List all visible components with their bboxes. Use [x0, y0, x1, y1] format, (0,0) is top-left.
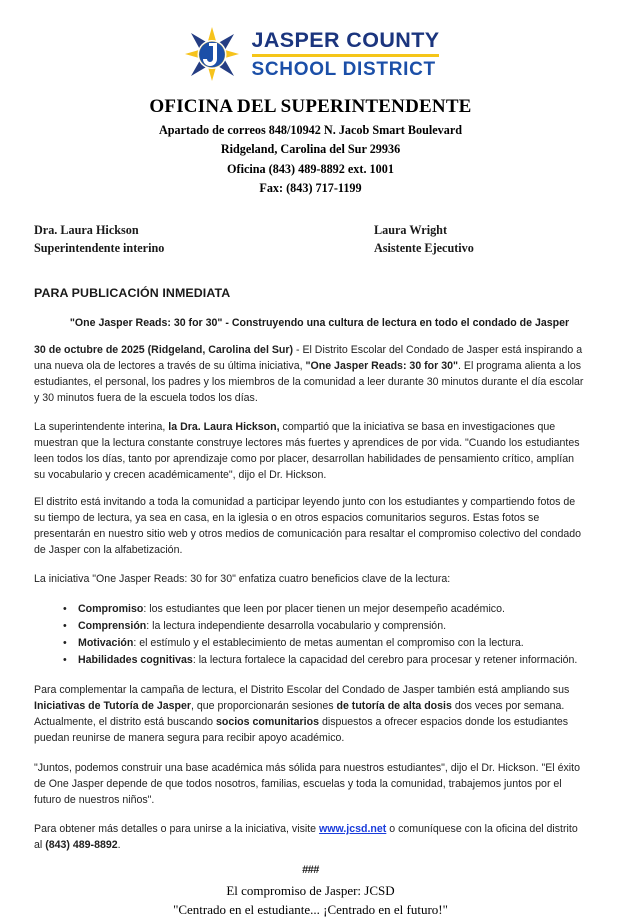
- release-subheadline: "One Jasper Reads: 30 for 30" - Construyendo una cultura de lectura en todo el condado de Jasper: [69, 316, 570, 329]
- paragraph-4: La iniciativa "One Jasper Reads: 30 for 30" enfatiza cuatro beneficios clave de la lectura:: [34, 573, 451, 586]
- page-title: OFICINA DEL SUPERINTENDENTE: [149, 96, 472, 117]
- district-phone-bold: (843) 489-8892: [45, 838, 118, 851]
- district-logo: [34, 0, 587, 82]
- paragraph-7-a: Para obtener más detalles o para unirse a la iniciativa, visite: [34, 822, 320, 835]
- list-item: [63, 635, 587, 652]
- paragraph-6: "Juntos, podemos construir una base académica más sólida para nuestros estudiantes", dijo el Dr. Hickson. "El éxito de One Jasper depende de que todos nosotros, familias, escuelas y toda la comunidad, trabajemos juntos por el futuro de nuestros niños".: [34, 761, 580, 806]
- end-marker: ###: [302, 864, 319, 877]
- paragraph-3: El distrito está invitando a toda la comunidad a participar leyendo junto con los estudiantes y compartiendo fotos de su tiempo de lectura, ya sea en casa, en la iglesia o en otros espacios comunitarios seguros. Estas fotos se presentarán en nuestro sitio web y otros medios de comunicación para resaltar el compromiso colectivo del condado de Jasper con la alfabetización.: [34, 496, 582, 557]
- bullet-icon: •: [63, 654, 67, 667]
- paragraph-1-b: . El programa alienta a los estudiantes, el personal, los padres y los miembros de la comunidad a leer durante 30 minutos durante el día escolar y 30 minutos fuera de la escuela todos los días.: [34, 359, 584, 405]
- superintendent-name-bold: la Dra. Laura Hickson,: [168, 421, 280, 434]
- contact-left-name: Dra. Laura Hickson: [34, 223, 139, 238]
- release-body: [34, 342, 587, 853]
- tagline-line-2: "Centrado en el estudiante... ¡Centrado en el futuro!": [173, 901, 448, 917]
- paragraph-7-c: .: [117, 838, 121, 851]
- paragraph-2-a: La superintendente interina,: [34, 421, 169, 434]
- contact-left-title: Superintendente interino: [34, 241, 165, 256]
- community-partners-bold: socios comunitarios: [215, 716, 319, 729]
- benefit-description: : el estímulo y el establecimiento de metas aumentan el compromiso con la lectura.: [133, 636, 524, 649]
- wordmark-line-county: JASPER COUNTY: [251, 27, 440, 52]
- benefit-term: Compromiso: [78, 602, 144, 615]
- paragraph-2-b: compartió que la iniciativa se basa en investigaciones que muestran que la lectura constante construye lectores más fuertes y aprendices de por vida. "Cuando los estudiantes leen todos los días, tanto por aprendizaje como por placer, desarrollan habilidades de pensamiento crítico, amplían su vocabulario y crecen académicamente", dijo el Dr. Hickson.: [34, 421, 580, 482]
- benefit-term: Comprensión: [78, 619, 147, 632]
- paragraph-7-b: o comuníquese con la oficina del distrito al: [34, 822, 578, 851]
- benefits-list: [34, 601, 587, 670]
- release-header: PARA PUBLICACIÓN INMEDIATA: [34, 285, 231, 300]
- district-wordmark: [251, 27, 440, 80]
- list-item: [63, 618, 587, 635]
- list-item: [63, 652, 587, 669]
- letterhead-phone: Oficina (843) 489-8892 ext. 1001: [227, 161, 394, 176]
- wordmark-line-district: SCHOOL DISTRICT: [251, 58, 436, 80]
- paragraph-7: [34, 821, 587, 853]
- bullet-icon: •: [63, 636, 67, 649]
- benefit-description: : la lectura fortalece la capacidad del cerebro para procesar y retener información.: [192, 654, 578, 667]
- paragraph-1-a: - El Distrito Escolar del Condado de Jasper está inspirando a una nueva ola de lectores a través de su última iniciativa,: [34, 343, 583, 372]
- initiative-name-bold: "One Jasper Reads: 30 for 30": [305, 359, 459, 372]
- benefit-description: : la lectura independiente desarrolla vocabulario y comprensión.: [146, 619, 447, 632]
- dateline: 30 de octubre de 2025 (Ridgeland, Carolina del Sur): [34, 343, 294, 356]
- tutoring-initiative-bold: Iniciativas de Tutoría de Jasper: [34, 700, 192, 713]
- contact-right: [374, 222, 587, 257]
- paragraph-5: [34, 682, 587, 746]
- paragraph-5-b: , que proporcionarán sesiones: [191, 700, 337, 713]
- paragraph-5-a: Para complementar la campaña de lectura, el Distrito Escolar del Condado de Jasper también está ampliando sus: [34, 684, 570, 697]
- benefit-term: Habilidades cognitivas: [78, 654, 193, 667]
- contact-left: [34, 222, 374, 257]
- paragraph-1: [34, 342, 587, 406]
- district-website-link[interactable]: www.jcsd.net: [319, 822, 387, 835]
- wordmark-gold-rule: [252, 54, 440, 57]
- letterhead: [34, 96, 587, 196]
- benefit-description: : los estudiantes que leen por placer tienen un mejor desempeño académico.: [143, 602, 505, 615]
- benefit-term: Motivación: [78, 636, 134, 649]
- tagline-line-1: El compromiso de Jasper: JCSD: [226, 883, 395, 899]
- contact-right-title: Asistente Ejecutivo: [374, 241, 474, 256]
- paragraph-2: [34, 419, 587, 483]
- high-dosage-tutoring-bold: de tutoría de alta dosis: [336, 700, 452, 713]
- contact-block: [34, 222, 587, 257]
- letterhead-address-line-1: Apartado de correos 848/10942 N. Jacob Smart Boulevard: [158, 122, 463, 137]
- bullet-icon: •: [63, 602, 67, 615]
- bullet-icon: •: [63, 619, 67, 632]
- paragraph-5-d: dispuestos a ofrecer espacios donde los estudiantes puedan reunirse de manera segura para recibir apoyo académico.: [34, 716, 569, 745]
- letterhead-fax: Fax: (843) 717-1199: [259, 181, 362, 196]
- list-item: [63, 601, 587, 618]
- contact-right-name: Laura Wright: [374, 223, 448, 238]
- paragraph-5-c: dos veces por semana. Actualmente, el distrito está buscando: [34, 700, 565, 729]
- jasper-county-compass-logo-icon: [182, 26, 242, 82]
- letterhead-address-line-2: Ridgeland, Carolina del Sur 29936: [220, 142, 401, 157]
